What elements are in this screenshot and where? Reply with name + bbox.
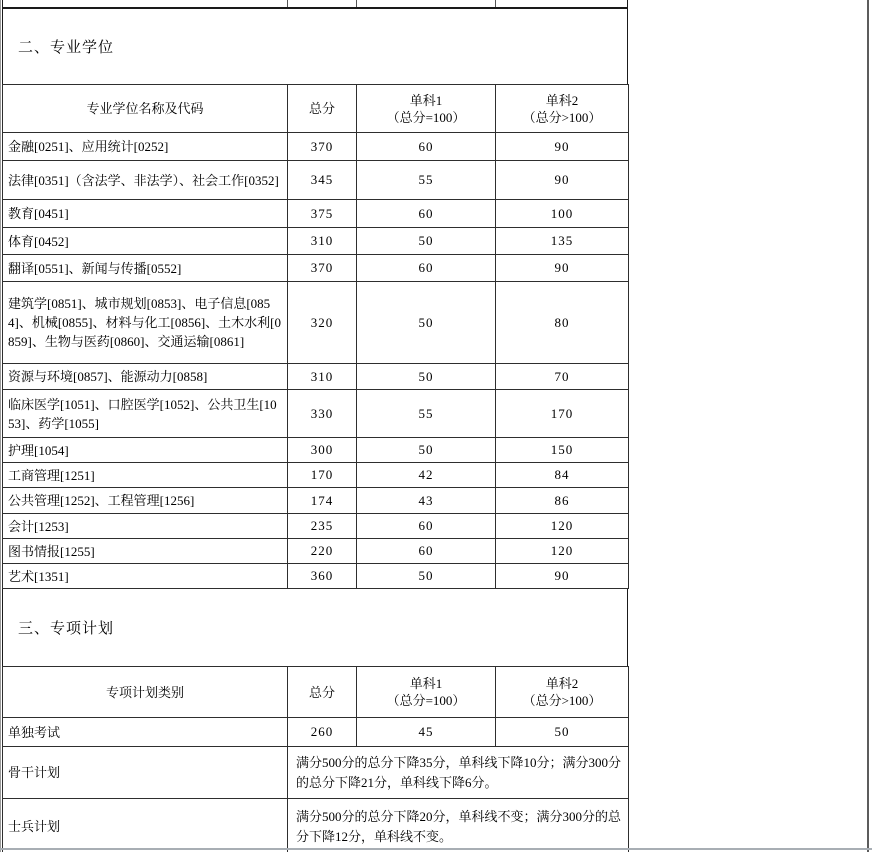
page-border-left xyxy=(0,0,1,852)
total-score-cell: 170 xyxy=(288,463,357,488)
program-name-cell: 体育[0452] xyxy=(3,228,288,255)
total-score-cell: 220 xyxy=(288,539,357,564)
total-score-cell: 320 xyxy=(288,282,357,364)
subject1-score-cell: 42 xyxy=(357,463,496,488)
subject2-sublabel: （总分>100） xyxy=(522,693,602,708)
subject2-score-cell: 90 xyxy=(496,255,629,282)
plan-rule-cell: 满分500分的总分下降35分，单科线下降10分；满分300分的总分下降21分，单科线下降6分。 xyxy=(288,747,629,799)
program-name-cell: 教育[0451] xyxy=(3,200,288,228)
col-header-total-score: 总分 xyxy=(288,667,357,718)
program-name-cell: 图书情报[1255] xyxy=(3,539,288,564)
table-row xyxy=(3,255,629,282)
program-name-cell: 护理[1054] xyxy=(3,438,288,463)
subject2-sublabel: （总分>100） xyxy=(522,109,602,125)
total-score-cell: 375 xyxy=(288,200,357,228)
table-header-row xyxy=(3,667,629,718)
col-header-plan-type: 专项计划类别 xyxy=(3,667,288,718)
plan-rule-cell: 满分500分的总分下降20分，单科线不变；满分300分的总分下降12分，单科线不变。 xyxy=(288,799,629,852)
total-score-cell: 235 xyxy=(288,514,357,539)
table-row xyxy=(3,539,629,564)
table-row xyxy=(3,282,629,364)
subject1-label: 单科1 xyxy=(409,676,443,691)
total-score-cell: 345 xyxy=(288,161,357,200)
table-row xyxy=(3,438,629,463)
total-score-cell: 370 xyxy=(288,133,357,161)
table-row xyxy=(3,161,629,200)
program-name-cell: 金融[0251]、应用统计[0252] xyxy=(3,133,288,161)
subject1-score-cell: 55 xyxy=(357,161,496,200)
subject2-score-cell: 84 xyxy=(496,463,629,488)
subject1-score-cell: 60 xyxy=(357,514,496,539)
program-name-cell: 资源与环境[0857]、能源动力[0858] xyxy=(3,364,288,390)
plan-name-cell: 骨干计划 xyxy=(3,747,288,799)
subject2-score-cell: 135 xyxy=(496,228,629,255)
program-name-cell: 法律[0351]（含法学、非法学）、社会工作[0352] xyxy=(3,161,288,200)
col-header-subject2 xyxy=(496,85,629,133)
clipped-table-row-fragment xyxy=(2,0,628,9)
table-row xyxy=(3,564,629,589)
subject2-score-cell: 90 xyxy=(496,161,629,200)
program-name-cell: 公共管理[1252]、工程管理[1256] xyxy=(3,488,288,514)
program-name-cell: 临床医学[1051]、口腔医学[1052]、公共卫生[1053]、药学[1055] xyxy=(3,390,288,438)
total-score-cell: 360 xyxy=(288,564,357,589)
col-header-program-name: 专业学位名称及代码 xyxy=(3,85,288,133)
document-body xyxy=(2,0,628,852)
page-border-bottom xyxy=(0,848,872,850)
col-header-total-score: 总分 xyxy=(288,85,357,133)
subject2-score-cell: 86 xyxy=(496,488,629,514)
subject1-score-cell: 50 xyxy=(357,364,496,390)
subject2-label: 单科2 xyxy=(545,92,579,108)
subject2-score-cell: 90 xyxy=(496,133,629,161)
table-row xyxy=(3,514,629,539)
section-title-text: 二、专业学位 xyxy=(18,40,115,56)
subject2-score-cell: 170 xyxy=(496,390,629,438)
subject2-score-cell: 100 xyxy=(496,200,629,228)
subject1-score-cell: 50 xyxy=(357,282,496,364)
page-border-right xyxy=(867,0,869,852)
program-name-cell: 翻译[0551]、新闻与传播[0552] xyxy=(3,255,288,282)
section-title-professional-degrees xyxy=(2,9,628,84)
table-row xyxy=(3,799,629,852)
table-row xyxy=(3,200,629,228)
subject2-label: 单科2 xyxy=(545,676,579,691)
section-title-text: 三、专项计划 xyxy=(18,621,115,637)
subject2-score-cell: 80 xyxy=(496,282,629,364)
subject2-score-cell: 150 xyxy=(496,438,629,463)
subject2-score-cell: 90 xyxy=(496,564,629,589)
total-score-cell: 174 xyxy=(288,488,357,514)
subject1-score-cell: 60 xyxy=(357,255,496,282)
program-name-cell: 会计[1253] xyxy=(3,514,288,539)
section-title-special-plans xyxy=(2,589,628,666)
subject2-score-cell: 120 xyxy=(496,514,629,539)
plan-name-cell: 单独考试 xyxy=(3,718,288,747)
table-row xyxy=(3,488,629,514)
total-score-cell: 330 xyxy=(288,390,357,438)
subject1-sublabel: （总分=100） xyxy=(386,109,466,125)
professional-degrees-table xyxy=(2,84,629,589)
subject1-score-cell: 55 xyxy=(357,390,496,438)
col-header-subject1 xyxy=(357,85,496,133)
table-row xyxy=(3,364,629,390)
subject2-score-cell: 50 xyxy=(496,718,629,747)
subject1-score-cell: 50 xyxy=(357,228,496,255)
fragment-cell xyxy=(3,0,288,7)
table-row xyxy=(3,747,629,799)
subject1-score-cell: 50 xyxy=(357,438,496,463)
fragment-cell xyxy=(496,0,627,7)
fragment-cell xyxy=(288,0,357,7)
subject1-score-cell: 45 xyxy=(357,718,496,747)
subject1-label: 单科1 xyxy=(409,92,443,108)
subject1-score-cell: 43 xyxy=(357,488,496,514)
table-row xyxy=(3,133,629,161)
subject1-score-cell: 60 xyxy=(357,539,496,564)
subject2-score-cell: 120 xyxy=(496,539,629,564)
table-row xyxy=(3,463,629,488)
program-name-cell: 艺术[1351] xyxy=(3,564,288,589)
total-score-cell: 310 xyxy=(288,228,357,255)
subject1-score-cell: 60 xyxy=(357,200,496,228)
total-score-cell: 260 xyxy=(288,718,357,747)
plan-name-cell: 士兵计划 xyxy=(3,799,288,852)
special-plans-table xyxy=(2,666,629,852)
fragment-cell xyxy=(357,0,496,7)
table-header-row xyxy=(3,85,629,133)
total-score-cell: 370 xyxy=(288,255,357,282)
total-score-cell: 300 xyxy=(288,438,357,463)
subject1-score-cell: 50 xyxy=(357,564,496,589)
col-header-subject1 xyxy=(357,667,496,718)
total-score-cell: 310 xyxy=(288,364,357,390)
subject2-score-cell: 70 xyxy=(496,364,629,390)
table-row xyxy=(3,390,629,438)
table-row xyxy=(3,718,629,747)
program-name-cell: 建筑学[0851]、城市规划[0853]、电子信息[0854]、机械[0855]、材料与化工[0856]、土木水利[0859]、生物与医药[0860]、交通运输[0861] xyxy=(3,282,288,364)
col-header-subject2 xyxy=(496,667,629,718)
subject1-score-cell: 60 xyxy=(357,133,496,161)
table-row xyxy=(3,228,629,255)
subject1-sublabel: （总分=100） xyxy=(386,693,466,708)
program-name-cell: 工商管理[1251] xyxy=(3,463,288,488)
